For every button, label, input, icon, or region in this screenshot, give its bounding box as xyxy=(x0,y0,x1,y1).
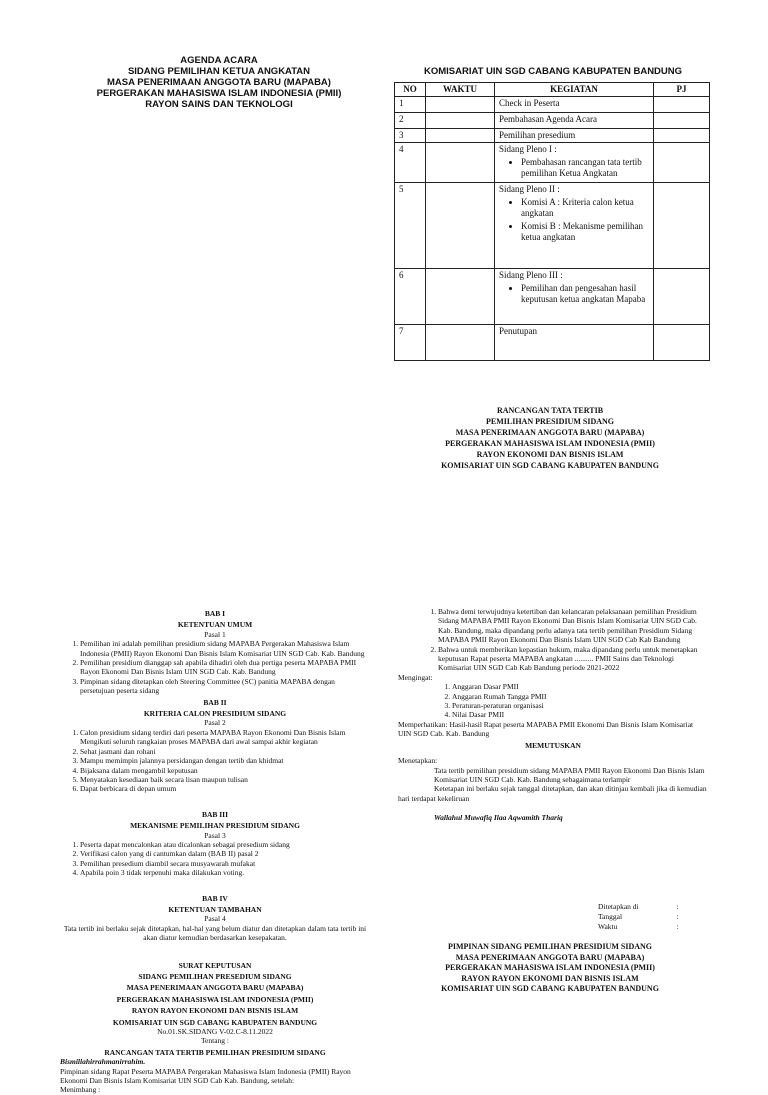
agenda-title-line: SIDANG PEMILIHAN KETUA ANGKATAN xyxy=(127,66,311,77)
list-item: 2. Sehat jasmani dan rohani xyxy=(80,747,370,756)
surat-intro: Pimpinan sidang Rapat Peserta MAPABA Pergerakan Mahasiswa Islam Indonesia (PMII) Rayon Ekonomi Dan Bisnis Islam Komisariat UIN SGD Cab Kab. Bandung, setelah: xyxy=(60,1066,351,1086)
row-no: 7 xyxy=(395,325,426,361)
header-waktu: WAKTU xyxy=(426,83,495,97)
considerations-list xyxy=(398,607,708,673)
rancangan-title: RANCANGAN TATA TERTIB PEMILIHAN PRESIDIUM SIDANG MASA PENERIMAAN ANGGOTA BARU (MAPABA) PERGERAKAN MAHASISWA ISLAM INDONESIA (PMII) RAYON EKONOMI DAN BISNIS ISLAM KOMISARIAT UIN SGD CABANG KABUPATEN BANDUNG xyxy=(441,406,659,470)
pimpinan-block: PIMPINAN SIDANG PEMILIHAN PRESIDIUM SIDANG MASA PENERIMAAN ANGGOTA BARU (MAPABA) PERGERAKAN MAHASISWA ISLAM INDONESIA (PMII) RAYON RAYON EKONOMI DAN BISNIS ISLAM KOMISARIAT UIN SGD CABANG KABUPATEN BANDUNG xyxy=(441,942,659,993)
memutuskan: MEMUTUSKAN xyxy=(525,740,581,750)
table-header-row xyxy=(395,83,710,97)
list-item: 1. Anggaran Dasar PMII xyxy=(452,682,708,691)
kegiatan-subitem: • Pemilihan dan pengesahan hasil keputusan ketua angkatan Mapaba xyxy=(521,283,649,305)
agenda-title-line: RAYON SAINS DAN TEKNOLOGI xyxy=(145,99,293,110)
row-no: 2 xyxy=(395,113,426,129)
list-item: 2. Verifikasi calon yang di cantumkan dalam (BAB II) pasal 2 xyxy=(80,849,370,858)
bab1-subtitle: KETENTUAN UMUM xyxy=(177,620,253,630)
row-no: 1 xyxy=(395,97,426,113)
agenda-title xyxy=(88,55,350,110)
list-item: 3. Mampu memimpin jalannya persidangan dengan tertib dan khidmat xyxy=(80,756,370,765)
list-item: 2. Anggaran Rumah Tangga PMII xyxy=(452,692,708,701)
table-row xyxy=(395,325,710,361)
list-item: 1. Bahwa demi terwujudnya ketertiban dan kelancaran pelaksanaan pemilihan Presidium Sidang MAPABA PMII Rayon Ekonomi Dan Bisnis Islam Komisariat UIN SGD Cab. Kab. Bandung, maka dipandang perlu adanya tata tertib pemilihan Presidium Sidang MAPABA PMII Rayon Ekonomi Dan Bisnis Islam UIN SGD Cab Kab Bandung xyxy=(438,607,708,645)
agenda-title-line: AGENDA ACARA xyxy=(180,55,258,66)
pasal-3: Pasal 3 xyxy=(204,830,226,840)
surat-tentang: Tentang : xyxy=(200,1036,229,1046)
bab3-subtitle: MEKANISME PEMILIHAN PRESIDIUM SIDANG xyxy=(130,821,300,831)
row-kegiatan: Sidang Pleno I : • Pembahasan rancangan tata tertib pemilihan Ketua Angkatan xyxy=(495,143,654,183)
list-item: 3. Pemilihan presedium diambil secara musyawarah mufakat xyxy=(80,859,370,868)
bab4-title: BAB IV xyxy=(202,893,228,903)
table-row xyxy=(395,143,710,183)
agenda-title-line: PERGERAKAN MAHASISWA ISLAM INDONESIA (PMII) xyxy=(96,88,342,99)
pasal-4: Pasal 4 xyxy=(204,914,226,924)
list-item: 2. Bahwa untuk memberikan kepastian hukum, maka dipandang perlu untuk menetapkan keputusan Rapat peserta MAPABA angkatan .......... PMII Sains dan Teknologi Komisariat UIN SGD Cab Kab Bandung periode 2021-2022 xyxy=(438,645,708,673)
agenda-table xyxy=(394,82,710,361)
basmalah: Bismillahirrahmanirrahim. xyxy=(60,1057,146,1067)
bab2-subtitle: KRITERIA CALON PRESIDIUM SIDANG xyxy=(143,709,287,719)
table-row xyxy=(395,129,710,143)
bab4-text: Tata tertib ini berlaku sejak ditetapkan, hal-hal yang belum diatur dan ditetapkan dalam tata tertib ini akan diatur kemudian berdasarkan kesepakatan. xyxy=(63,923,367,943)
meta-row: Ditetapkan di : xyxy=(598,902,679,911)
bab3-list xyxy=(60,840,370,878)
surat-tentang-title: RANCANGAN TATA TERTIB PEMILIHAN PRESIDIUM SIDANG xyxy=(104,1047,326,1057)
row-no: 4 xyxy=(395,143,426,183)
list-item: 3. Peraturan-peraturan organisasi xyxy=(452,701,708,710)
pasal-1: Pasal 1 xyxy=(204,629,226,639)
table-row xyxy=(395,269,710,325)
meta-row: Waktu : xyxy=(598,922,679,931)
menetapkan-text: Tata tertib pemilihan presidium sidang MAPABA PMII Rayon Ekonomi Dan Bisnis Islam Komisariat UIN SGD Cab. Kab. Bandung sebagaimana terlampir xyxy=(434,765,705,784)
left-column: BAB I KETENTUAN UMUM Pasal 1 1. Pemilihan ini adalah pemilihan presidium sidang MAPABA Pergerakan Mahasiswa Islam Indonesia (PMII) Rayon Ekonomi Dan Bisnis Islam Komisariat UIN SGD Cab. Kab. Bandung 2. Pemilihan presidium dianggap sah apabila dihadiri oleh dua pertiga peserta MAPABA PMII Rayon Ekonomi Dan Bisnis Islam UIN SGD Cab. Kab. Bandung 3. Pimpinan sidang ditetapkan oleh Steering Committee (SC) panitia MAPABA dengan persetujuan peserta sidang BAB II KRITERIA CALON PRESIDIUM SIDANG Pasal 2 1. Calon presidium sidang terdiri dari peserta MAPABA Rayon Ekonomi Dan Bisnis Islam Mengikuti seluruh rangkaian proses MAPABA dari awal sampai akhir kegiatan 2. Sehat jasmani dan rohani 3. Mampu memimpin jalannya persidangan dengan tertib dan khidmat 4. Bijaksana dalam mengambil keputusan 5. Menyatakan kesediaan baik secara lisan maupun tulisan 6. Dapat berbicara di depan umum BAB III MEKANISME PEMILIHAN PRESIDIUM SIDANG Pasal 3 1. Peserta dapat mencalonkan atau dicalonkan sebagai presedium sidang 2. Verifikasi calon yang di cantumkan dalam (BAB II) pasal 2 3. Pemilihan presedium diambil secara musyawarah mufakat 4. Apabila poin 3 tidak terpenuhi maka dilakukan voting. BAB IV KETENTUAN TAMBAHAN Pasal 4 Tata tertib ini berlaku sejak ditetapkan, hal-hal yang belum diatur dan ditetapkan dalam tata tertib ini akan diatur kemudian berdasarkan kesepakatan. SURAT KEPUTUSAN SIDANG PEMILIHAN PRESEDIUM SIDANG MASA PENERIMAAN ANGGOTA BARU (MAPABA) PERGERAKAN MAHASISWA ISLAM INDONESIA (PMII) RAYON RAYON EKONOMI DAN BISNIS ISLAM KOMISARIAT UIN SGD CABANG KABUPATEN BANDUNG No.01.SK.SIDANG V-02.C-8.11.2022 Tentang : RANCANGAN TATA TERTIB PEMILIHAN PRESIDIUM SIDANG Bismillahirrahmanirrahim. Pimpinan sidang Rapat Peserta MAPABA Pergerakan Mahasiswa Islam Indonesia (PMII) Rayon Ekonomi Dan Bisnis Islam Komisariat UIN SGD Cab Kab. Bandung, setelah: Menimbang : xyxy=(60,607,370,1095)
list-item: 1. Pemilihan ini adalah pemilihan presidium sidang MAPABA Pergerakan Mahasiswa Islam Indonesia (PMII) Rayon Ekonomi Dan Bisnis Islam Komisariat UIN SGD Cab. Kab. Bandung xyxy=(80,639,370,658)
table-row xyxy=(395,113,710,129)
list-item: 5. Menyatakan kesediaan baik secara lisan maupun tulisan xyxy=(80,775,370,784)
header-kegiatan: KEGIATAN xyxy=(495,83,654,97)
menetapkan: Menetapkan: xyxy=(398,756,438,766)
bab2-title: BAB II xyxy=(203,697,227,707)
row-kegiatan: Pemilihan presedium xyxy=(495,129,654,143)
kegiatan-subitem: • Pembahasan rancangan tata tertib pemilihan Ketua Angkatan xyxy=(521,157,649,179)
table-row xyxy=(395,183,710,269)
meta-table xyxy=(598,902,697,932)
list-item: 2. Pemilihan presidium dianggap sah apabila dihadiri oleh dua pertiga peserta MAPABA PMII Rayon Ekonomi Dan Bisnis Islam UIN SGD Cab. Kab. Bandung xyxy=(80,658,370,677)
bab1-list xyxy=(60,639,370,695)
mengingat: Mengingat: xyxy=(398,672,433,682)
list-item: 6. Dapat berbicara di depan umum xyxy=(80,784,370,793)
row-no: 5 xyxy=(395,183,426,269)
header-pj: PJ xyxy=(654,83,710,97)
memperhatikan: Memperhatikan: Hasil-hasil Rapat peserta MAPABA PMII Ekonomi Dan Bisnis Islam Komisariat UIN SGD Cab. Kab. Bandung xyxy=(398,719,694,739)
bab2-list xyxy=(60,728,370,794)
list-item: 1. Calon presidium sidang terdiri dari peserta MAPABA Rayon Ekonomi Dan Bisnis Islam Mengikuti seluruh rangkaian proses MAPABA dari awal sampai akhir kegiatan xyxy=(80,728,370,747)
row-no: 3 xyxy=(395,129,426,143)
table-row xyxy=(395,97,710,113)
ketetapan: Ketetapan ini berlaku sejak tanggal ditetapkan, dan akan ditinjau kembali jika di kemudian hari terdapat kekeliruan xyxy=(398,784,707,803)
komisariat-title: KOMISARIAT UIN SGD CABANG KABUPATEN BANDUNG xyxy=(423,66,683,77)
list-item: 4. Bijaksana dalam mengambil keputusan xyxy=(80,766,370,775)
bab4-subtitle: KETENTUAN TAMBAHAN xyxy=(168,904,262,914)
header-no: NO xyxy=(395,83,426,97)
mengingat-list xyxy=(398,682,708,720)
meta-row: Tanggal : xyxy=(598,912,679,921)
list-item: 4. Apabila poin 3 tidak terpenuhi maka dilakukan voting. xyxy=(80,868,370,877)
surat-title: SURAT KEPUTUSAN xyxy=(178,960,252,970)
right-column xyxy=(398,607,708,823)
closing-phrase: Wallahul Muwafiq Ilaa Aqwamith Thariq xyxy=(434,813,563,823)
bab3-title: BAB III xyxy=(201,809,229,819)
row-kegiatan: Penutupan xyxy=(495,325,654,361)
bab1-title: BAB I xyxy=(204,609,226,618)
agenda-title-line: MASA PENERIMAAN ANGGOTA BARU (MAPABA) xyxy=(107,77,331,88)
row-kegiatan: Check in Peserta xyxy=(495,97,654,113)
list-item: 4. Nilai Dasar PMII xyxy=(452,710,708,719)
list-item: 1. Peserta dapat mencalonkan atau dicalonkan sebagai presedium sidang xyxy=(80,840,370,849)
menimbang: Menimbang : xyxy=(60,1085,101,1095)
row-no: 6 xyxy=(395,269,426,325)
list-item: 3. Pimpinan sidang ditetapkan oleh Steering Committee (SC) panitia MAPABA dengan persetujuan peserta sidang xyxy=(80,677,370,696)
kegiatan-subitem: • Komisi B : Mekanisme pemilihan ketua angkatan xyxy=(521,221,649,243)
pasal-2: Pasal 2 xyxy=(204,718,226,728)
kegiatan-subitem: • Komisi A : Kriteria calon ketua angkatan xyxy=(521,197,649,219)
row-kegiatan: Pembahasan Agenda Acara xyxy=(495,113,654,129)
row-kegiatan: Sidang Pleno III : • Pemilihan dan pengesahan hasil keputusan ketua angkatan Mapaba xyxy=(495,269,654,325)
surat-nomor: No.01.SK.SIDANG V-02.C-8.11.2022 xyxy=(157,1027,273,1037)
row-kegiatan: Sidang Pleno II : • Komisi A : Kriteria calon ketua angkatan • Komisi B : Mekanisme pemilihan ketua angkatan xyxy=(495,183,654,269)
